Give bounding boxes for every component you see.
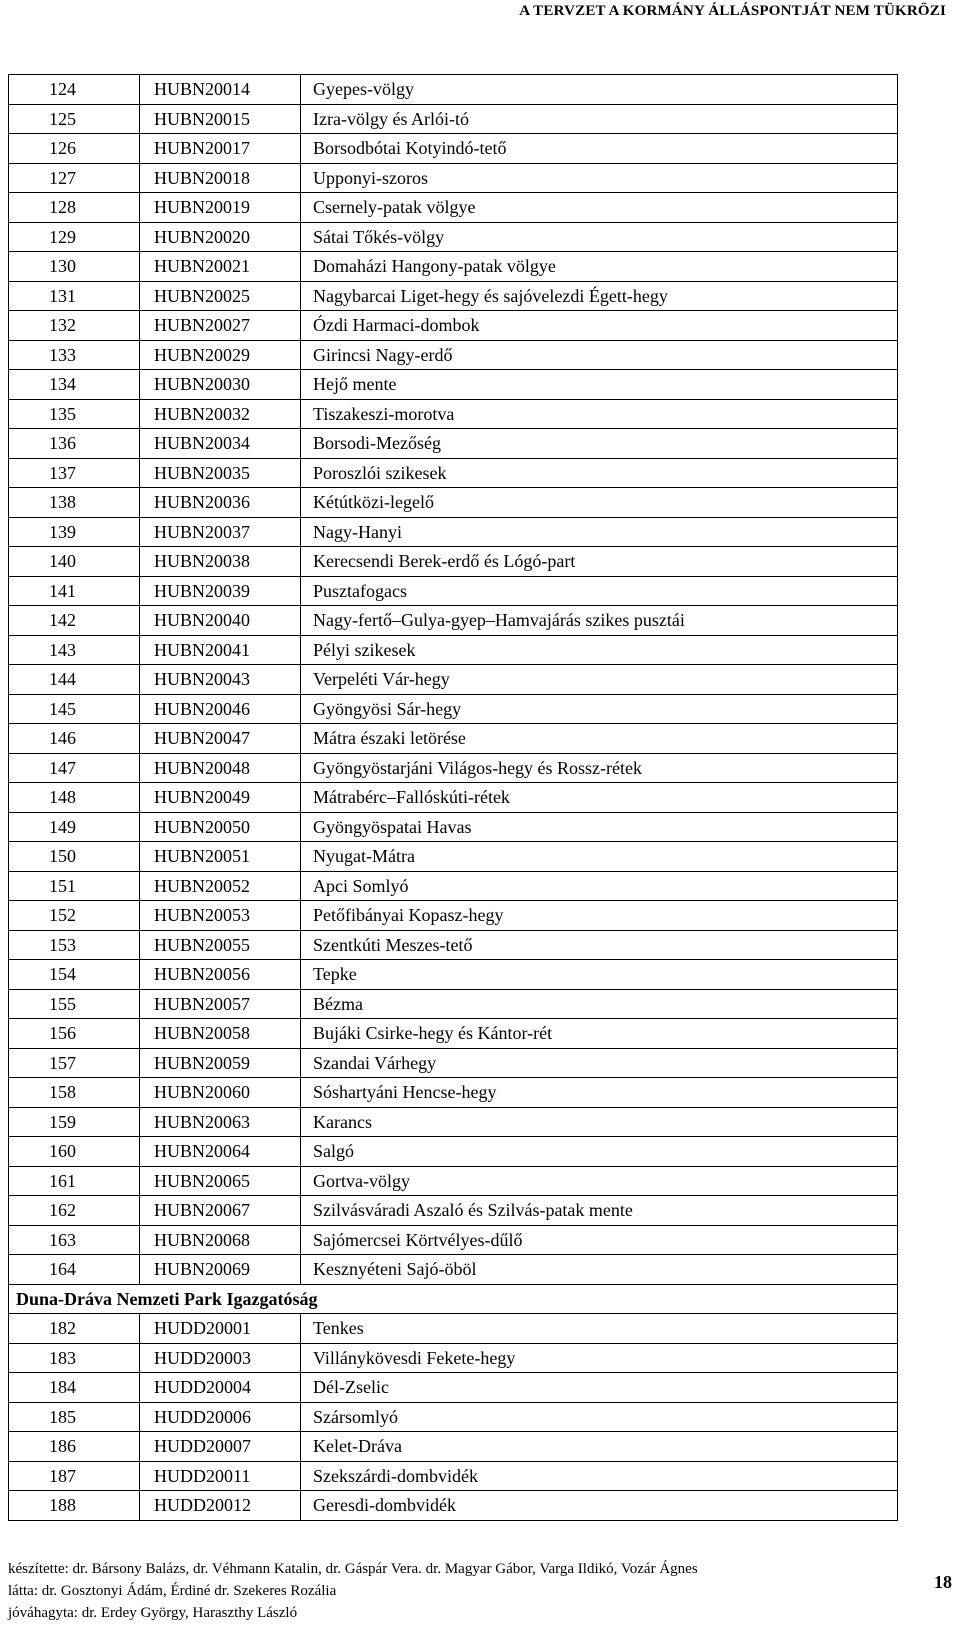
row-number: 164 bbox=[9, 1255, 140, 1285]
site-code: HUBN20017 bbox=[140, 134, 301, 164]
site-name: Apci Somlyó bbox=[301, 871, 898, 901]
site-code: HUBN20069 bbox=[140, 1255, 301, 1285]
row-number: 187 bbox=[9, 1461, 140, 1491]
row-number: 126 bbox=[9, 134, 140, 164]
site-code: HUBN20021 bbox=[140, 252, 301, 282]
row-number: 132 bbox=[9, 311, 140, 341]
site-code: HUBN20056 bbox=[140, 960, 301, 990]
site-code: HUBN20058 bbox=[140, 1019, 301, 1049]
site-code: HUBN20036 bbox=[140, 488, 301, 518]
page-number: 18 bbox=[934, 1572, 952, 1592]
row-number: 136 bbox=[9, 429, 140, 459]
table-row bbox=[9, 104, 898, 134]
table-row bbox=[9, 134, 898, 164]
site-code: HUDD20003 bbox=[140, 1343, 301, 1373]
footer-approved-by: jóváhagyta: dr. Erdey György, Haraszthy László bbox=[8, 1605, 298, 1621]
site-code: HUBN20019 bbox=[140, 193, 301, 223]
site-code: HUBN20027 bbox=[140, 311, 301, 341]
site-code: HUBN20046 bbox=[140, 694, 301, 724]
site-code: HUBN20048 bbox=[140, 753, 301, 783]
row-number: 131 bbox=[9, 281, 140, 311]
table-row bbox=[9, 488, 898, 518]
row-number: 139 bbox=[9, 517, 140, 547]
table-row bbox=[9, 1078, 898, 1108]
site-name: Nagy-fertő–Gulya-gyep–Hamvajárás szikes pusztái bbox=[301, 606, 898, 636]
site-name: Mátrabérc–Fallóskúti-rétek bbox=[301, 783, 898, 813]
row-number: 158 bbox=[9, 1078, 140, 1108]
row-number: 159 bbox=[9, 1107, 140, 1137]
section-heading: Duna-Dráva Nemzeti Park Igazgatóság bbox=[9, 1284, 898, 1314]
row-number: 148 bbox=[9, 783, 140, 813]
table-row bbox=[9, 1048, 898, 1078]
site-name: Borsodi-Mezőség bbox=[301, 429, 898, 459]
table-row bbox=[9, 1373, 898, 1403]
row-number: 150 bbox=[9, 842, 140, 872]
site-name: Ózdi Harmaci-dombok bbox=[301, 311, 898, 341]
row-number: 185 bbox=[9, 1402, 140, 1432]
table-row bbox=[9, 1402, 898, 1432]
row-number: 157 bbox=[9, 1048, 140, 1078]
site-code: HUBN20050 bbox=[140, 812, 301, 842]
site-name: Gyöngyösi Sár-hegy bbox=[301, 694, 898, 724]
table-row bbox=[9, 1432, 898, 1462]
site-name: Szekszárdi-dombvidék bbox=[301, 1461, 898, 1491]
site-name: Tiszakeszi-morotva bbox=[301, 399, 898, 429]
table-row bbox=[9, 75, 898, 105]
site-code: HUBN20014 bbox=[140, 75, 301, 105]
site-table-body bbox=[9, 75, 898, 1521]
site-code: HUBN20049 bbox=[140, 783, 301, 813]
footer-prepared-by: készítette: dr. Bársony Balázs, dr. Véhmann Katalin, dr. Gáspár Vera. dr. Magyar Gábor, Varga Ildikó, Vozár Ágnes bbox=[8, 1561, 698, 1577]
table-row bbox=[9, 1461, 898, 1491]
site-code: HUBN20043 bbox=[140, 665, 301, 695]
site-code: HUDD20006 bbox=[140, 1402, 301, 1432]
site-name: Mátra északi letörése bbox=[301, 724, 898, 754]
site-name: Izra-völgy és Arlói-tó bbox=[301, 104, 898, 134]
site-name: Villánykövesdi Fekete-hegy bbox=[301, 1343, 898, 1373]
row-number: 182 bbox=[9, 1314, 140, 1344]
site-name: Kelet-Dráva bbox=[301, 1432, 898, 1462]
site-code: HUBN20038 bbox=[140, 547, 301, 577]
row-number: 183 bbox=[9, 1343, 140, 1373]
row-number: 146 bbox=[9, 724, 140, 754]
table-row bbox=[9, 399, 898, 429]
table-row bbox=[9, 547, 898, 577]
table-row bbox=[9, 1225, 898, 1255]
table-row bbox=[9, 576, 898, 606]
site-code: HUBN20040 bbox=[140, 606, 301, 636]
table-row bbox=[9, 812, 898, 842]
row-number: 149 bbox=[9, 812, 140, 842]
row-number: 129 bbox=[9, 222, 140, 252]
table-row bbox=[9, 1196, 898, 1226]
row-number: 141 bbox=[9, 576, 140, 606]
site-name: Domaházi Hangony-patak völgye bbox=[301, 252, 898, 282]
table-row bbox=[9, 311, 898, 341]
site-name: Gortva-völgy bbox=[301, 1166, 898, 1196]
site-code: HUBN20032 bbox=[140, 399, 301, 429]
site-name: Csernely-patak völgye bbox=[301, 193, 898, 223]
row-number: 137 bbox=[9, 458, 140, 488]
site-code: HUDD20001 bbox=[140, 1314, 301, 1344]
site-name: Kétútközi-legelő bbox=[301, 488, 898, 518]
site-code: HUBN20041 bbox=[140, 635, 301, 665]
table-row bbox=[9, 1314, 898, 1344]
row-number: 188 bbox=[9, 1491, 140, 1521]
site-code: HUBN20030 bbox=[140, 370, 301, 400]
row-number: 161 bbox=[9, 1166, 140, 1196]
table-row bbox=[9, 340, 898, 370]
table-row bbox=[9, 1137, 898, 1167]
site-code: HUBN20018 bbox=[140, 163, 301, 193]
row-number: 125 bbox=[9, 104, 140, 134]
row-number: 156 bbox=[9, 1019, 140, 1049]
row-number: 186 bbox=[9, 1432, 140, 1462]
site-code: HUBN20064 bbox=[140, 1137, 301, 1167]
site-name: Pusztafogacs bbox=[301, 576, 898, 606]
site-name: Petőfibányai Kopasz-hegy bbox=[301, 901, 898, 931]
table-row bbox=[9, 281, 898, 311]
site-code: HUDD20012 bbox=[140, 1491, 301, 1521]
site-name: Tenkes bbox=[301, 1314, 898, 1344]
site-code: HUBN20037 bbox=[140, 517, 301, 547]
site-code: HUBN20039 bbox=[140, 576, 301, 606]
site-name: Salgó bbox=[301, 1137, 898, 1167]
row-number: 140 bbox=[9, 547, 140, 577]
table-row bbox=[9, 458, 898, 488]
site-name: Borsodbótai Kotyindó-tető bbox=[301, 134, 898, 164]
site-name: Sóshartyáni Hencse-hegy bbox=[301, 1078, 898, 1108]
site-name: Bujáki Csirke-hegy és Kántor-rét bbox=[301, 1019, 898, 1049]
row-number: 134 bbox=[9, 370, 140, 400]
site-name: Girincsi Nagy-erdő bbox=[301, 340, 898, 370]
row-number: 160 bbox=[9, 1137, 140, 1167]
page-header: A TERVZET A KORMÁNY ÁLLÁSPONTJÁT NEM TÜKRÖZI bbox=[519, 3, 946, 19]
site-code: HUBN20055 bbox=[140, 930, 301, 960]
row-number: 128 bbox=[9, 193, 140, 223]
site-name: Gyöngyöspatai Havas bbox=[301, 812, 898, 842]
site-name: Geresdi-dombvidék bbox=[301, 1491, 898, 1521]
row-number: 184 bbox=[9, 1373, 140, 1403]
table-row bbox=[9, 1107, 898, 1137]
table-row bbox=[9, 606, 898, 636]
table-row bbox=[9, 871, 898, 901]
site-code: HUBN20025 bbox=[140, 281, 301, 311]
table-row bbox=[9, 252, 898, 282]
row-number: 143 bbox=[9, 635, 140, 665]
site-code: HUBN20063 bbox=[140, 1107, 301, 1137]
site-name: Bézma bbox=[301, 989, 898, 1019]
site-name: Szandai Várhegy bbox=[301, 1048, 898, 1078]
row-number: 124 bbox=[9, 75, 140, 105]
row-number: 162 bbox=[9, 1196, 140, 1226]
site-code: HUDD20004 bbox=[140, 1373, 301, 1403]
site-code: HUBN20035 bbox=[140, 458, 301, 488]
row-number: 152 bbox=[9, 901, 140, 931]
section-row bbox=[9, 1284, 898, 1314]
table-row bbox=[9, 1491, 898, 1521]
table-row bbox=[9, 783, 898, 813]
site-name: Karancs bbox=[301, 1107, 898, 1137]
site-code: HUBN20057 bbox=[140, 989, 301, 1019]
table-row bbox=[9, 1255, 898, 1285]
table-row bbox=[9, 193, 898, 223]
row-number: 163 bbox=[9, 1225, 140, 1255]
table-row bbox=[9, 163, 898, 193]
table-row bbox=[9, 1019, 898, 1049]
footer-reviewed-by: látta: dr. Gosztonyi Ádám, Érdiné dr. Szekeres Rozália bbox=[8, 1583, 337, 1599]
site-code: HUDD20011 bbox=[140, 1461, 301, 1491]
table-row bbox=[9, 842, 898, 872]
site-name: Kesznyéteni Sajó-öböl bbox=[301, 1255, 898, 1285]
site-code: HUBN20034 bbox=[140, 429, 301, 459]
site-code: HUBN20060 bbox=[140, 1078, 301, 1108]
footer bbox=[8, 1558, 698, 1624]
table-row bbox=[9, 989, 898, 1019]
table-row bbox=[9, 370, 898, 400]
row-number: 142 bbox=[9, 606, 140, 636]
table-row bbox=[9, 1343, 898, 1373]
site-name: Szársomlyó bbox=[301, 1402, 898, 1432]
site-code: HUBN20051 bbox=[140, 842, 301, 872]
row-number: 154 bbox=[9, 960, 140, 990]
site-name: Pélyi szikesek bbox=[301, 635, 898, 665]
site-code: HUBN20059 bbox=[140, 1048, 301, 1078]
table-row bbox=[9, 960, 898, 990]
row-number: 135 bbox=[9, 399, 140, 429]
row-number: 138 bbox=[9, 488, 140, 518]
site-code: HUBN20029 bbox=[140, 340, 301, 370]
site-name: Szentkúti Meszes-tető bbox=[301, 930, 898, 960]
site-code: HUBN20067 bbox=[140, 1196, 301, 1226]
row-number: 153 bbox=[9, 930, 140, 960]
site-code: HUBN20020 bbox=[140, 222, 301, 252]
table-row bbox=[9, 901, 898, 931]
table-row bbox=[9, 635, 898, 665]
site-code: HUBN20015 bbox=[140, 104, 301, 134]
site-code: HUBN20047 bbox=[140, 724, 301, 754]
row-number: 127 bbox=[9, 163, 140, 193]
row-number: 130 bbox=[9, 252, 140, 282]
table-row bbox=[9, 665, 898, 695]
table-row bbox=[9, 724, 898, 754]
site-name: Poroszlói szikesek bbox=[301, 458, 898, 488]
row-number: 151 bbox=[9, 871, 140, 901]
site-name: Nagy-Hanyi bbox=[301, 517, 898, 547]
table-row bbox=[9, 222, 898, 252]
row-number: 147 bbox=[9, 753, 140, 783]
row-number: 144 bbox=[9, 665, 140, 695]
site-name: Gyepes-völgy bbox=[301, 75, 898, 105]
site-name: Kerecsendi Berek-erdő és Lógó-part bbox=[301, 547, 898, 577]
table-row bbox=[9, 930, 898, 960]
site-name: Gyöngyöstarjáni Világos-hegy és Rossz-rétek bbox=[301, 753, 898, 783]
site-name: Sátai Tőkés-völgy bbox=[301, 222, 898, 252]
table-row bbox=[9, 429, 898, 459]
site-name: Nyugat-Mátra bbox=[301, 842, 898, 872]
site-name: Nagybarcai Liget-hegy és sajóvelezdi Égett-hegy bbox=[301, 281, 898, 311]
table-row bbox=[9, 753, 898, 783]
site-code: HUDD20007 bbox=[140, 1432, 301, 1462]
site-name: Tepke bbox=[301, 960, 898, 990]
site-name: Verpeléti Vár-hegy bbox=[301, 665, 898, 695]
table-row bbox=[9, 517, 898, 547]
site-name: Upponyi-szoros bbox=[301, 163, 898, 193]
row-number: 133 bbox=[9, 340, 140, 370]
row-number: 145 bbox=[9, 694, 140, 724]
site-code: HUBN20065 bbox=[140, 1166, 301, 1196]
site-table bbox=[8, 74, 898, 1521]
site-code: HUBN20053 bbox=[140, 901, 301, 931]
site-name: Sajómercsei Körtvélyes-dűlő bbox=[301, 1225, 898, 1255]
table-row bbox=[9, 1166, 898, 1196]
site-name: Szilvásváradi Aszaló és Szilvás-patak mente bbox=[301, 1196, 898, 1226]
site-name: Hejő mente bbox=[301, 370, 898, 400]
row-number: 155 bbox=[9, 989, 140, 1019]
site-name: Dél-Zselic bbox=[301, 1373, 898, 1403]
site-code: HUBN20052 bbox=[140, 871, 301, 901]
table-row bbox=[9, 694, 898, 724]
site-code: HUBN20068 bbox=[140, 1225, 301, 1255]
